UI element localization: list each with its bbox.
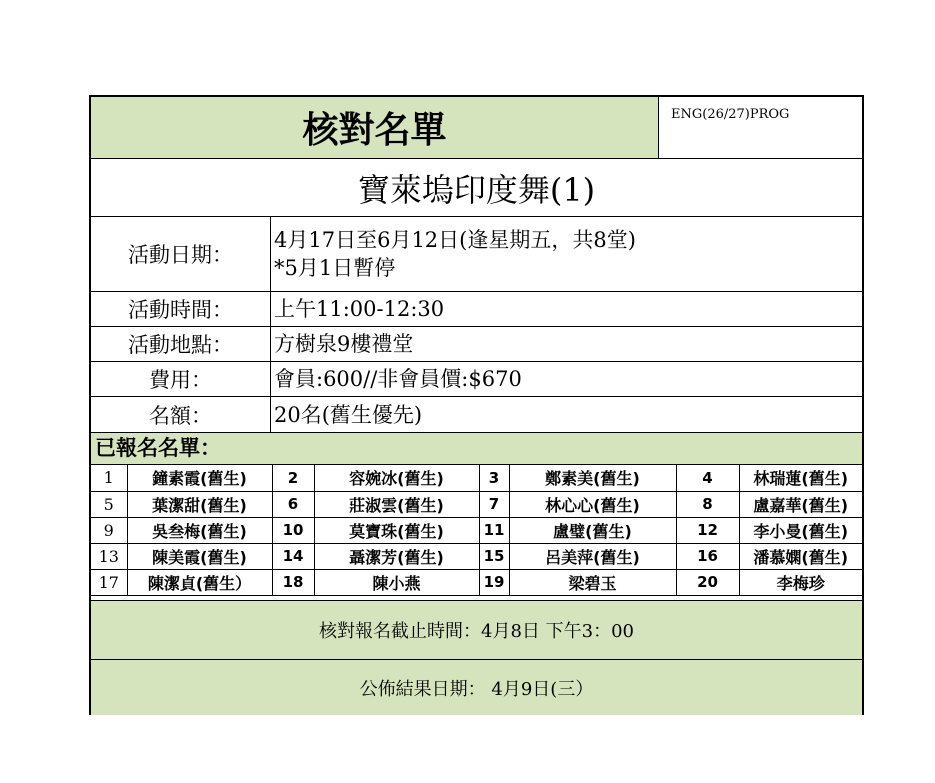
- registrant-number: 16: [676, 543, 739, 569]
- registrant-name: 呂美萍(舊生): [509, 543, 676, 569]
- registrant-name: 陳小燕: [314, 569, 479, 595]
- registrant-table: [91, 465, 862, 596]
- course-code: ENG(26/27)PROG: [658, 97, 862, 158]
- table-row: [91, 465, 862, 491]
- registrant-number: 3: [479, 465, 509, 491]
- registrant-name: 鐘素霞(舊生): [127, 465, 272, 491]
- place-row: [91, 327, 862, 362]
- registrant-number: 19: [479, 569, 509, 595]
- date-line-1: 4月17日至6月12日(逢星期五，共8堂): [274, 228, 636, 252]
- registrant-name: 盧嘉華(舊生): [739, 491, 862, 517]
- table-row: [91, 543, 862, 569]
- registrant-name: 潘慕嫻(舊生): [739, 543, 862, 569]
- registrant-number: 6: [272, 491, 314, 517]
- roster-sheet: [89, 95, 864, 715]
- place-label: 活動地點：: [91, 327, 271, 361]
- registrant-name: 葉潔甜(舊生): [127, 491, 272, 517]
- fee-row: [91, 362, 862, 397]
- registrant-name: 陳美霞(舊生): [127, 543, 272, 569]
- result-date-note: 公佈結果日期： 4月9日(三）: [91, 660, 862, 715]
- registrant-number: 17: [91, 569, 127, 595]
- registrant-number: 8: [676, 491, 739, 517]
- quota-label: 名額：: [91, 397, 271, 432]
- registrant-number: 20: [676, 569, 739, 595]
- registrant-number: 4: [676, 465, 739, 491]
- time-label: 活動時間：: [91, 292, 271, 326]
- registrant-number: 2: [272, 465, 314, 491]
- registrant-name: 聶潔芳(舊生): [314, 543, 479, 569]
- registrant-number: 10: [272, 517, 314, 543]
- registrant-name: 莊淑雲(舊生): [314, 491, 479, 517]
- registrant-number: 11: [479, 517, 509, 543]
- page-title: 核對名單: [302, 110, 447, 151]
- table-row: [91, 517, 862, 543]
- quota-row: [91, 397, 862, 433]
- date-value: [271, 217, 862, 291]
- registrant-number: 1: [91, 465, 127, 491]
- registrant-name: 莫寶珠(舊生): [314, 517, 479, 543]
- place-value: 方樹泉9樓禮堂: [274, 332, 414, 356]
- title-row: [91, 97, 862, 159]
- registrant-number: 18: [272, 569, 314, 595]
- table-row: [91, 569, 862, 595]
- registrant-number: 5: [91, 491, 127, 517]
- table-row: [91, 491, 862, 517]
- time-value: 上午11:00-12:30: [274, 297, 445, 321]
- registrant-number: 15: [479, 543, 509, 569]
- registrant-name: 林心心(舊生): [509, 491, 676, 517]
- registrant-number: 9: [91, 517, 127, 543]
- fee-label: 費用：: [91, 362, 271, 396]
- registrant-number: 7: [479, 491, 509, 517]
- registrant-name: 陳潔貞(舊生）: [127, 569, 272, 595]
- course-name: 寶萊塢印度舞(1): [91, 159, 862, 217]
- date-line-2: *5月1日暫停: [274, 256, 396, 280]
- registrant-name: 盧璧(舊生): [509, 517, 676, 543]
- deadline-note: 核對報名截止時間：4月8日 下午3：00: [91, 600, 862, 660]
- date-label: 活動日期：: [91, 217, 271, 291]
- list-heading: 已報名名單：: [91, 433, 862, 465]
- registrant-number: 12: [676, 517, 739, 543]
- registrant-name: 林瑞蓮(舊生): [739, 465, 862, 491]
- time-row: [91, 292, 862, 327]
- registrant-name: 李梅珍: [739, 569, 862, 595]
- registrant-number: 13: [91, 543, 127, 569]
- registrant-number: 14: [272, 543, 314, 569]
- fee-value: 會員:600//非會員價:$670: [274, 367, 522, 391]
- registrant-name: 鄭素美(舊生): [509, 465, 676, 491]
- registrant-name: 容婉冰(舊生): [314, 465, 479, 491]
- registrant-name: 梁碧玉: [509, 569, 676, 595]
- quota-value: 20名(舊生優先): [274, 402, 423, 427]
- registrant-name: 吳叁梅(舊生): [127, 517, 272, 543]
- date-row: [91, 217, 862, 292]
- registrant-name: 李小曼(舊生): [739, 517, 862, 543]
